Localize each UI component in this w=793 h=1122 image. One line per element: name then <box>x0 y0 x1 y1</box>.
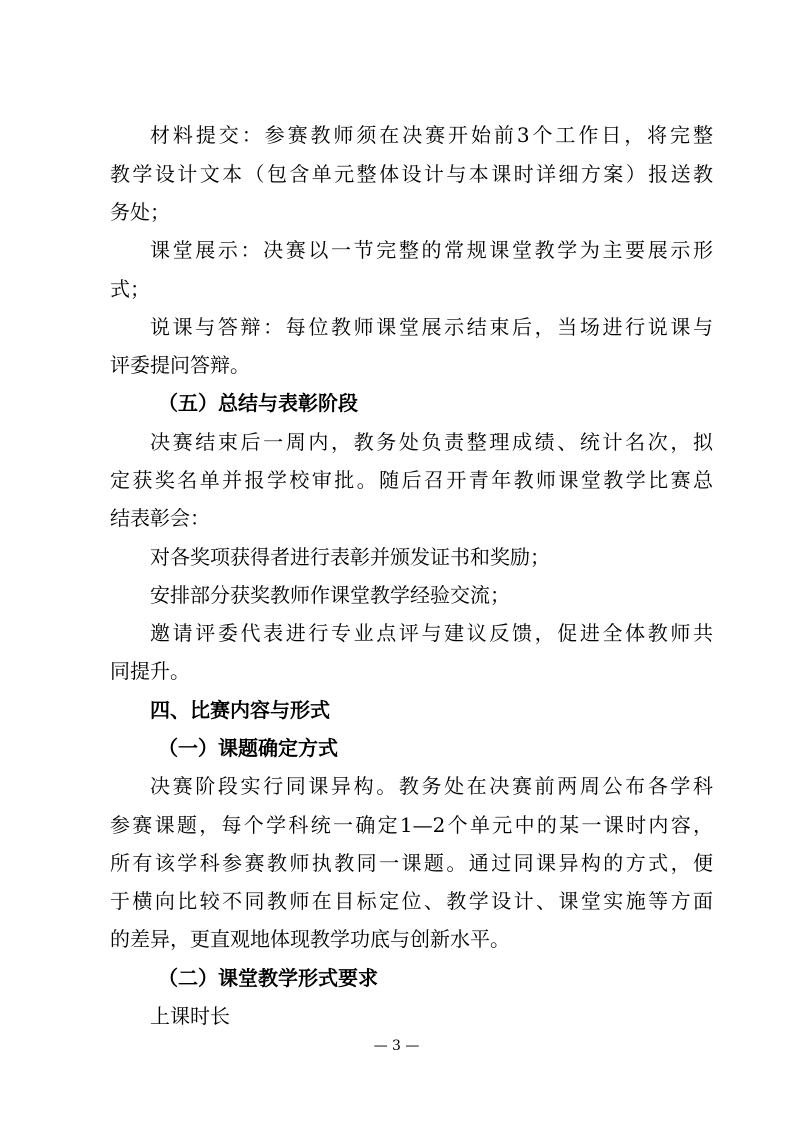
paragraph-line: 安排部分获奖教师作课堂教学经验交流； <box>150 583 510 607</box>
paragraph-line: 决赛阶段实行同课异构。教务处在决赛前两周公布各学科 <box>150 774 713 798</box>
paragraph-line: 务处； <box>110 200 170 224</box>
paragraph-line: 决赛结束后一周内，教务处负责整理成绩、统计名次，拟 <box>150 430 713 454</box>
subsection-heading: （一）课题确定方式 <box>158 736 338 760</box>
paragraph-line: 说课与答辩：每位教师课堂展示结束后，当场进行说课与 <box>150 315 713 339</box>
paragraph-line: 所有该学科参赛教师执教同一课题。通过同课异构的方式，便 <box>110 851 713 875</box>
paragraph-line: 评委提问答辩。 <box>110 353 250 377</box>
paragraph-line: 式； <box>110 277 150 301</box>
paragraph-line: 材料提交：参赛教师须在决赛开始前3个工作日，将完整 <box>150 123 713 147</box>
paragraph-line: 邀请评委代表进行专业点评与建议反馈，促进全体教师共 <box>150 621 713 645</box>
section-heading: 四、比赛内容与形式 <box>150 698 330 722</box>
paragraph-line: 结表彰会： <box>110 506 210 530</box>
paragraph-line: 定获奖名单并报学校审批。随后召开青年教师课堂教学比赛总 <box>110 468 713 492</box>
paragraph-line: 上课时长 <box>150 1004 230 1028</box>
paragraph-line: 于横向比较不同教师在目标定位、教学设计、课堂实施等方面 <box>110 889 713 913</box>
subsection-heading: （二）课堂教学形式要求 <box>158 966 378 990</box>
page-number: — 3 — <box>373 1038 420 1054</box>
subsection-heading: （五）总结与表彰阶段 <box>158 391 358 415</box>
paragraph-line: 教学设计文本（包含单元整体设计与本课时详细方案）报送教 <box>110 162 713 186</box>
paragraph-line: 的差异，更直观地体现教学功底与创新水平。 <box>110 927 510 951</box>
paragraph-line: 参赛课题，每个学科统一确定1—2个单元中的某一课时内容， <box>110 813 713 837</box>
paragraph-line: 课堂展示：决赛以一节完整的常规课堂教学为主要展示形 <box>150 238 713 262</box>
paragraph-line: 同提升。 <box>110 659 190 683</box>
paragraph-line: 对各奖项获得者进行表彰并颁发证书和奖励； <box>150 545 550 569</box>
